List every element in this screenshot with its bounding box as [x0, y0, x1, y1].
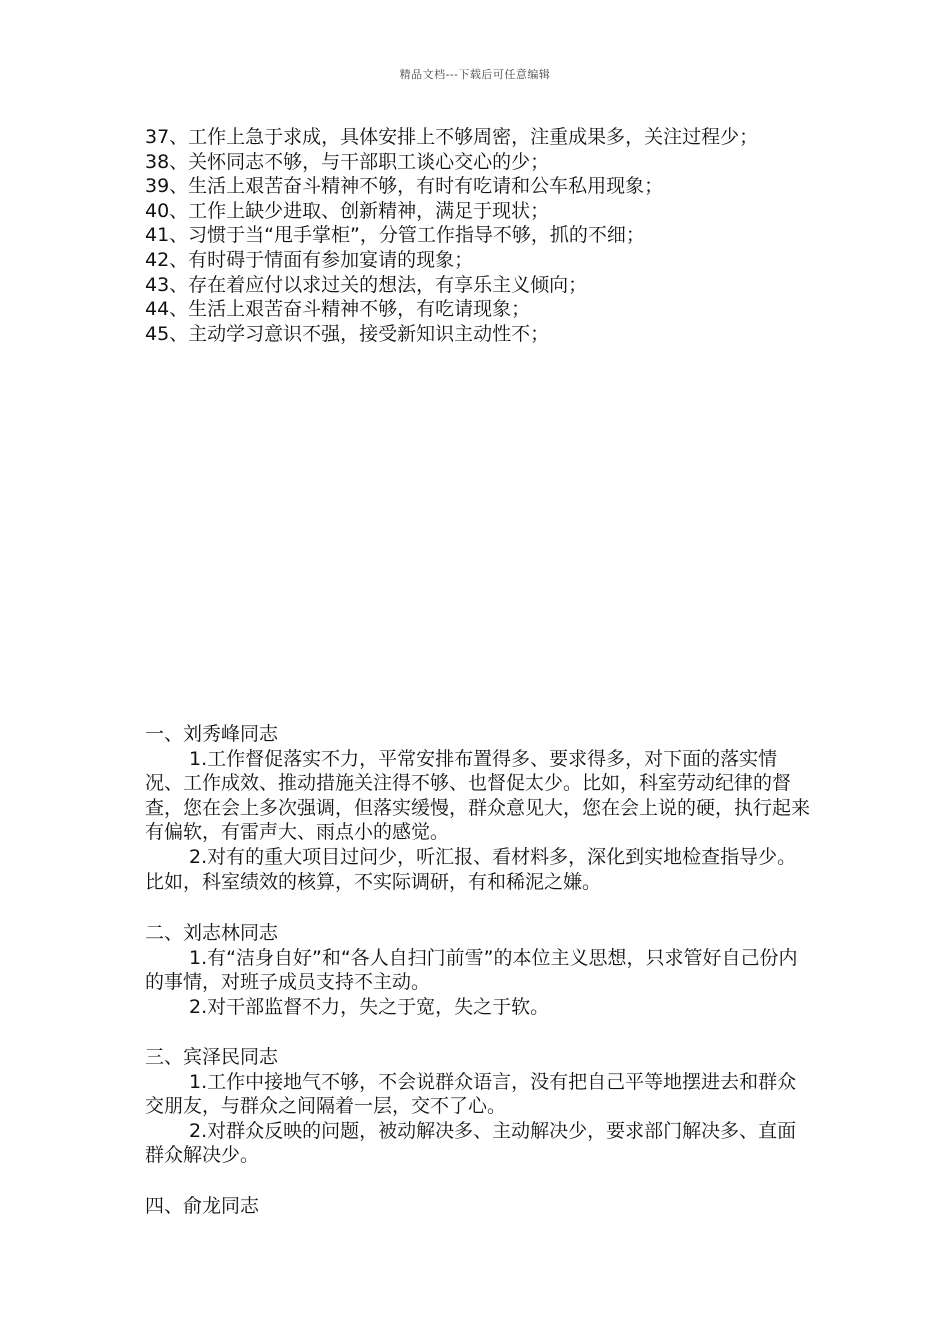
section-paragraph: 2.对有的重大项目过问少，听汇报、看材料多，深化到实地检查指导少。比如，科室绩效的核算，不实际调研，有和稀泥之嫌。 — [145, 845, 797, 893]
list-item: 39、生活上艰苦奋斗精神不够，有时有吃请和公车私用现象； — [145, 175, 664, 198]
section-paragraph: 2.对群众反映的问题，被动解决多、主动解决少，要求部门解决多、直面群众解决少。 — [145, 1119, 797, 1167]
section-heading: 四、俞龙同志 — [145, 1195, 260, 1217]
section-heading: 一、刘秀峰同志 — [145, 723, 279, 745]
list-item: 38、关怀同志不够，与干部职工谈心交心的少； — [145, 150, 550, 173]
section-paragraph: 1.工作督促落实不力，平常安排布置得多、要求得多，对下面的落实情况、工作成效、推动措施关注得不够、也督促太少。比如，科室劳动纪律的督查，您在会上多次强调，但落实缓慢，群众意见大，您在会上说的硬，执行起来有偏软，有雷声大、雨点小的感觉。 — [145, 747, 811, 844]
list-item: 41、习惯于当“甩手掌柜”，分管工作指导不够，抓的不细； — [145, 224, 645, 247]
list-item: 43、存在着应付以求过关的想法，有享乐主义倾向； — [145, 273, 588, 296]
section-heading: 三、宾泽民同志 — [145, 1046, 279, 1068]
section-liu-xiufeng — [145, 722, 815, 894]
section-paragraph: 2.对干部监督不力，失之于宽，失之于软。 — [189, 995, 550, 1018]
list-item: 40、工作上缺少进取、创新精神，满足于现状； — [145, 199, 550, 222]
list-item: 44、生活上艰苦奋斗精神不够，有吃请现象； — [145, 298, 531, 321]
numbered-list — [145, 125, 815, 346]
page-header: 精品文档---下载后可任意编辑 — [399, 68, 551, 81]
list-item: 42、有时碍于情面有参加宴请的现象； — [145, 248, 474, 271]
section-yu-long — [145, 1194, 815, 1219]
section-paragraph: 1.有“洁身自好”和“各人自扫门前雪”的本位主义思想，只求管好自己份内的事情，对班子成员支持不主动。 — [145, 946, 798, 994]
list-item: 37、工作上急于求成，具体安排上不够周密，注重成果多，关注过程少； — [145, 126, 759, 148]
section-liu-zhilin — [145, 921, 815, 1019]
section-paragraph: 1.工作中接地气不够，不会说群众语言，没有把自己平等地摆进去和群众交朋友，与群众之间隔着一层，交不了心。 — [145, 1070, 797, 1118]
section-bin-zemin — [145, 1045, 815, 1168]
list-item: 45、主动学习意识不强，接受新知识主动性不； — [145, 322, 550, 345]
section-heading: 二、刘志林同志 — [145, 922, 279, 944]
